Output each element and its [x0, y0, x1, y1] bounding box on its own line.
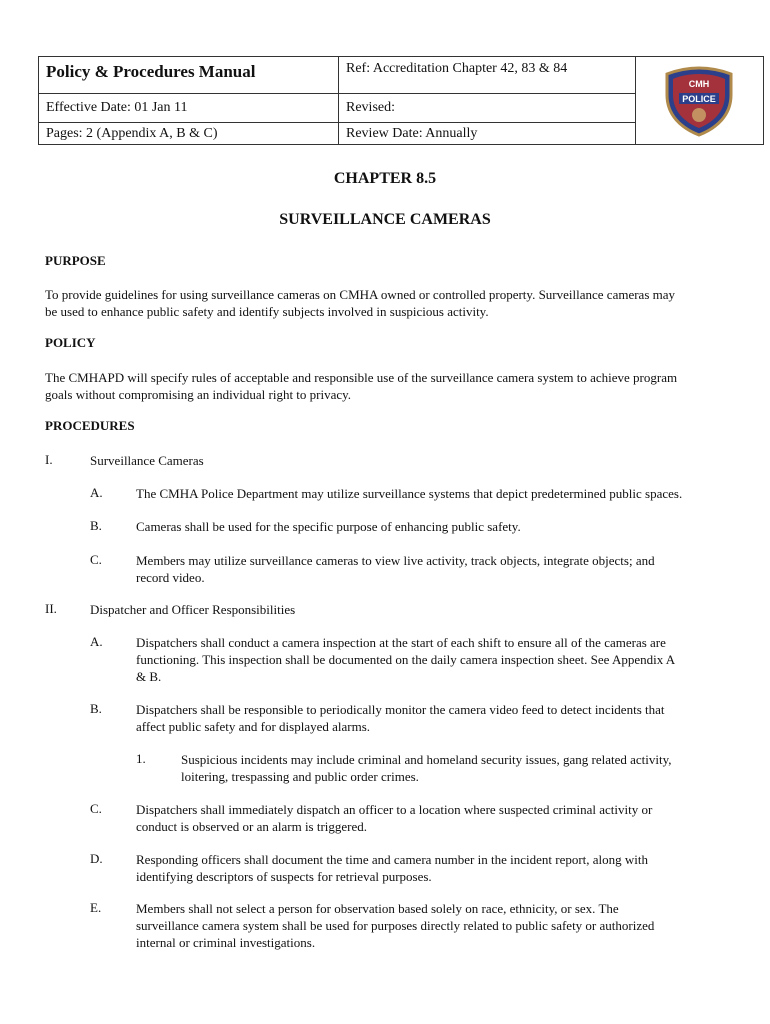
item-line: conduct is observed or an alarm is triggered.: [136, 819, 368, 834]
accreditation-ref: Ref: Accreditation Chapter 42, 83 & 84: [346, 61, 568, 76]
revised-date: Revised:: [346, 100, 395, 115]
purpose-heading: PURPOSE: [45, 253, 106, 268]
item-number: B.: [90, 518, 102, 533]
header-row-1: [39, 57, 635, 94]
item-number: C.: [90, 801, 102, 816]
page-count: Pages: 2 (Appendix A, B & C): [46, 126, 218, 141]
item-line: affect public safety and for displayed alarms.: [136, 719, 371, 734]
item-line: surveillance camera system shall be used for purposes directly related to public safety or authorized: [136, 918, 655, 933]
purpose-line: be used to enhance public safety and identify subjects involved in suspicious activity.: [45, 304, 489, 319]
purpose-line: To provide guidelines for using surveillance cameras on CMHA owned or controlled property. Surveillance cameras may: [45, 287, 676, 302]
policy-text: [45, 369, 725, 403]
item-number: B.: [90, 701, 102, 716]
item-line: functioning. This inspection shall be documented on the daily camera inspection sheet. See Appendix A: [136, 652, 676, 667]
item-line: & B.: [136, 669, 162, 684]
item-line: loitering, trespassing and public order crimes.: [181, 769, 419, 784]
item-number: E.: [90, 900, 102, 915]
header-table: [38, 56, 764, 145]
item-text: [136, 851, 736, 885]
item-number: D.: [90, 851, 103, 866]
svg-text:POLICE: POLICE: [682, 94, 716, 104]
section-number: II.: [45, 601, 57, 616]
header-row-3: [39, 123, 635, 145]
item-line: Dispatchers shall conduct a camera inspection at the start of each shift to ensure all of the cameras are: [136, 635, 666, 650]
policy-line: The CMHAPD will specify rules of acceptable and responsible use of the surveillance camera system to achieve program: [45, 370, 678, 385]
chapter-number: CHAPTER 8.5: [333, 170, 437, 187]
subitem-text: [181, 751, 741, 785]
policy-heading: POLICY: [45, 335, 96, 350]
item-line: Responding officers shall document the time and camera number in the incident report, along with: [136, 852, 649, 867]
chapter-title: SURVEILLANCE CAMERAS: [279, 211, 491, 228]
item-line: internal or criminal investigations.: [136, 935, 316, 950]
procedures-heading: PROCEDURES: [45, 418, 135, 433]
item-line: Dispatchers shall be responsible to periodically monitor the camera video feed to detect incidents that: [136, 702, 665, 717]
item-number: A.: [90, 485, 103, 500]
item-text: [136, 518, 736, 535]
item-line: Members may utilize surveillance cameras to view live activity, track objects, integrate objects; and: [136, 553, 655, 568]
svg-text:CMH: CMH: [688, 79, 710, 89]
manual-title: Policy & Procedures Manual: [46, 62, 256, 81]
item-text: [136, 900, 736, 951]
item-line: Dispatchers shall immediately dispatch an officer to a location where suspected criminal activity or: [136, 802, 653, 817]
item-text: [136, 552, 736, 586]
item-text: [136, 634, 736, 685]
item-text: [136, 801, 736, 835]
header-divider-logo: [635, 57, 636, 145]
item-line: The CMHA Police Department may utilize surveillance systems that depict predetermined public spaces.: [136, 486, 683, 501]
item-number: A.: [90, 634, 103, 649]
policy-line: goals without compromising an individual right to privacy.: [45, 387, 352, 402]
item-line: Cameras shall be used for the specific purpose of enhancing public safety.: [136, 519, 521, 534]
section-title: Dispatcher and Officer Responsibilities: [90, 602, 296, 617]
header-divider: [338, 57, 339, 145]
item-line: Members shall not select a person for observation based solely on race, ethnicity, or sex. The: [136, 901, 619, 916]
header-row-2: [39, 94, 635, 123]
police-badge-logo: [659, 65, 739, 137]
item-number: C.: [90, 552, 102, 567]
item-line: Suspicious incidents may include criminal and homeland security issues, gang related activity,: [181, 752, 672, 767]
subitem-number: 1.: [136, 751, 146, 766]
item-text: [136, 701, 736, 735]
review-date: Review Date: Annually: [346, 126, 478, 141]
item-line: record video.: [136, 570, 205, 585]
effective-date: Effective Date: 01 Jan 11: [46, 100, 188, 115]
item-line: identifying descriptors of suspects for retrieval purposes.: [136, 869, 432, 884]
item-text: [136, 485, 736, 502]
section-title: Surveillance Cameras: [90, 453, 204, 468]
section-number: I.: [45, 452, 53, 467]
purpose-text: [45, 286, 725, 320]
